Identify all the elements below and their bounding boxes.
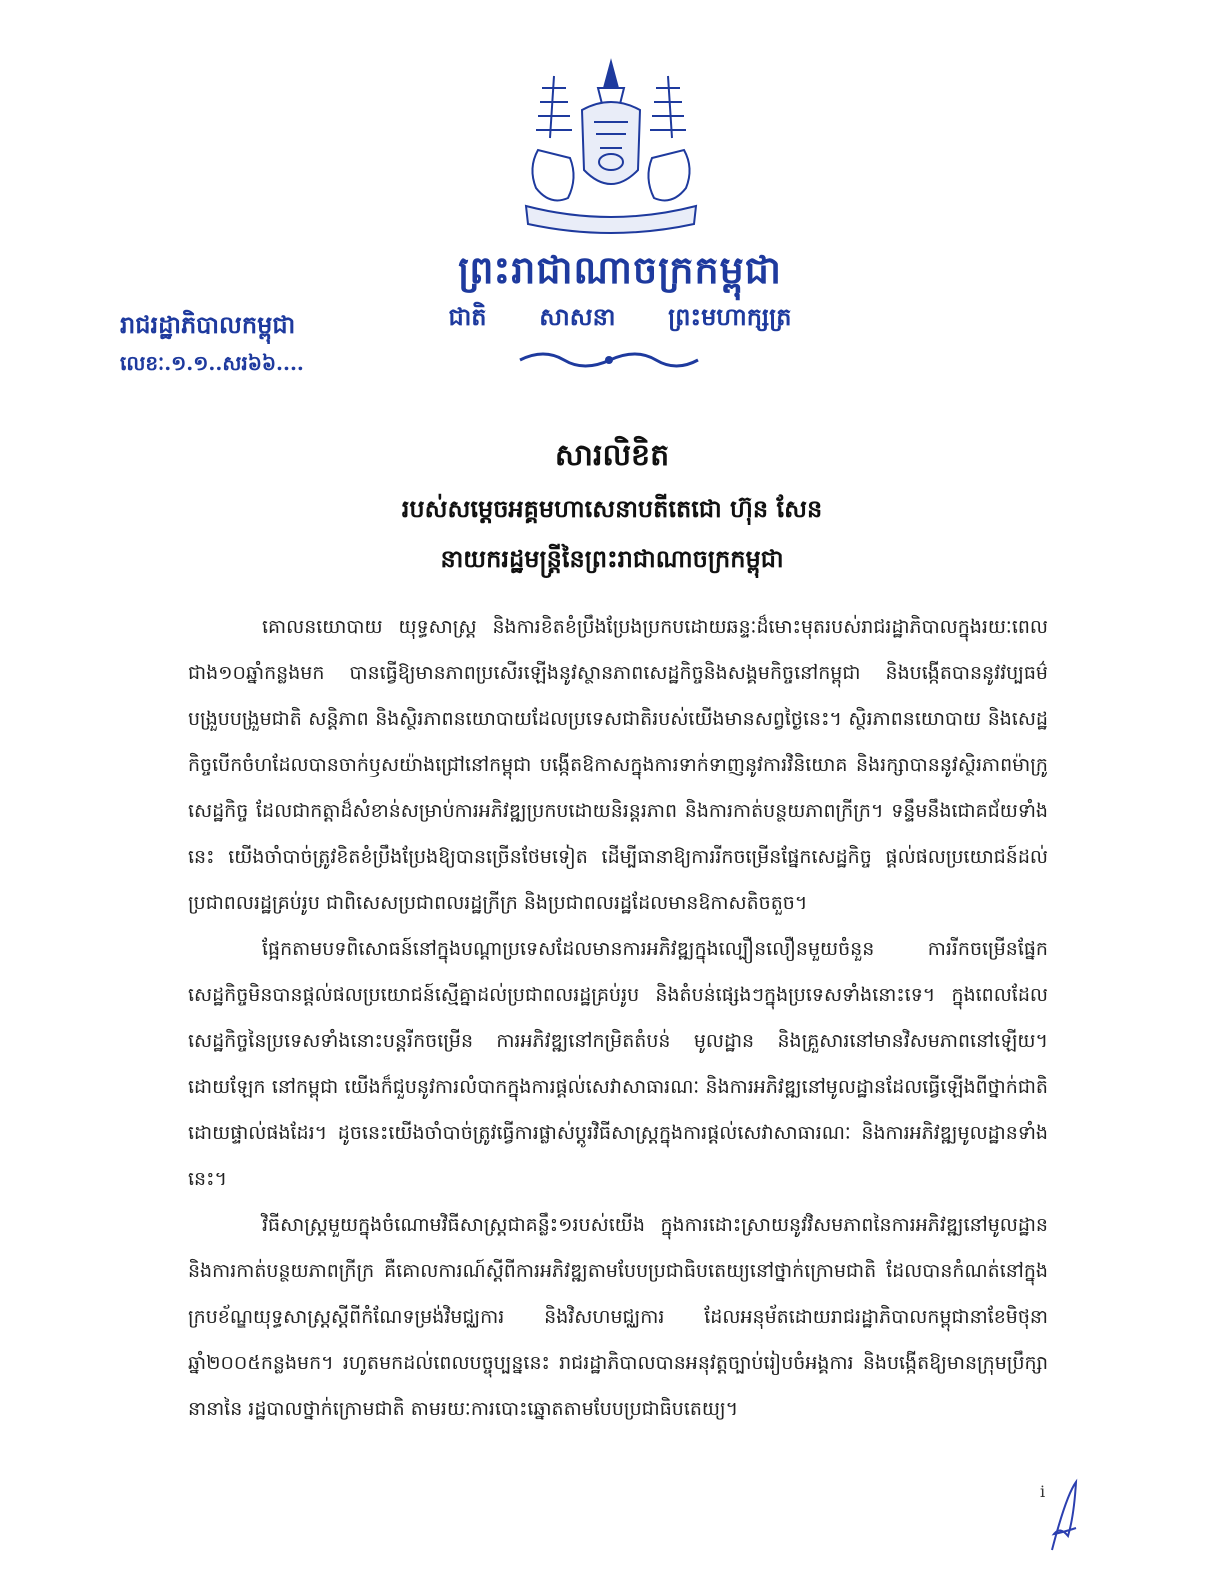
letter-body [188, 604, 1048, 1432]
issuing-authority: រាជរដ្ឋាភិបាលកម្ពុជា [120, 310, 296, 339]
paragraph: វិធីសាស្ត្រមួយក្នុងចំណោមវិធីសាស្ត្រជាគន្លឹះ១របស់យើង ក្នុងការដោះស្រាយនូវវិសមភាពនៃការអភិវឌ្ឍនៅមូលដ្ឋាន និងការកាត់បន្ថយភាពក្រីក្រ គឺគោលការណ៍ស្តីពីការអភិវឌ្ឍតាមបែបប្រជាធិបតេយ្យនៅថ្នាក់ក្រោមជាតិ ដែលបានកំណត់នៅក្នុងក្របខ័ណ្ឌយុទ្ធសាស្ត្រស្តីពីកំណែទម្រង់វិមជ្ឈការ និងវិសហមជ្ឈការ ដែលអនុម័តដោយរាជរដ្ឋាភិបាលកម្ពុជានាខែមិថុនា ឆ្នាំ២០០៥កន្លងមក។ រហូតមកដល់ពេលបច្ចុប្បន្ននេះ រាជរដ្ឋាភិបាលបានអនុវត្តច្បាប់រៀបចំអង្គការ និងបង្កើតឱ្យមានក្រុមប្រឹក្សានានានៃ រដ្ឋបាលថ្នាក់ក្រោមជាតិ តាមរយៈការបោះឆ្នោតតាមបែបប្រជាធិបតេយ្យ។ [188, 1214, 1048, 1420]
page-number: i [1040, 1482, 1046, 1501]
reference-number: លេខៈ.១.១..សរ៦៦.... [120, 351, 304, 375]
paragraph: ផ្អែកតាមបទពិសោធន៍នៅក្នុងបណ្តាប្រទេសដែលមានការអភិវឌ្ឍក្នុងល្បឿនលឿនមួយចំនួន ការរីកចម្រើនផ្នែកសេដ្ឋកិច្ចមិនបានផ្តល់ផលប្រយោជន៍ស្មើគ្នាដល់ប្រជាពលរដ្ឋគ្រប់រូប និងតំបន់ផ្សេងៗក្នុងប្រទេសទាំងនោះទេ។ ក្នុងពេលដែលសេដ្ឋកិច្ចនៃប្រទេសទាំងនោះបន្តរីកចម្រើន ការអភិវឌ្ឍនៅកម្រិតតំបន់ មូលដ្ឋាន និងគ្រួសារនៅមានវិសមភាពនៅឡើយ។ ដោយឡែក នៅកម្ពុជា យើងក៏ជួបនូវការលំបាកក្នុងការផ្តល់សេវាសាធារណៈ និងការអភិវឌ្ឍនៅមូលដ្ឋានដែលធ្វើឡើងពីថ្នាក់ជាតិដោយផ្ទាល់ផងដែរ។ ដូចនេះយើងចាំបាច់ត្រូវធ្វើការផ្លាស់ប្តូរវិធីសាស្ត្រក្នុងការផ្តល់សេវាសាធារណៈ និងការអភិវឌ្ឍមូលដ្ឋានទាំងនេះ។ [188, 938, 1048, 1190]
document-subtitle: របស់សម្តេចអគ្គមហាសេនាបតីតេជោ ហ៊ុន សែន [401, 494, 823, 523]
document-subtitle-2: នាយករដ្ឋមន្ត្រីនៃព្រះរាជាណាចក្រកម្ពុជា [440, 544, 784, 573]
document-title: សារលិខិត [554, 438, 670, 473]
national-motto: ជាតិ សាសនា ព្រះមហាក្សត្រ [448, 302, 792, 331]
royal-coat-of-arms-emblem [498, 58, 724, 240]
ornamental-divider [514, 346, 704, 372]
kingdom-title: ព្រះរាជាណាចក្រកម្ពុជា [458, 247, 782, 292]
paragraph: គោលនយោបាយ យុទ្ធសាស្ត្រ និងការខិតខំប្រឹងប្រែងប្រកបដោយឆន្ទៈដ៏មោះមុតរបស់រាជរដ្ឋាភិបាលក្នុងរយៈពេលជាង១០ឆ្នាំកន្លងមក បានធ្វើឱ្យមានភាពប្រសើរឡើងនូវស្ថានភាពសេដ្ឋកិច្ចនិងសង្គមកិច្ចនៅកម្ពុជា និងបង្កើតបាននូវវប្បធម៌បង្រួបបង្រួមជាតិ សន្តិភាព និងស្ថិរភាពនយោបាយដែលប្រទេសជាតិរបស់យើងមានសព្វថ្ងៃនេះ។ ស្ថិរភាពនយោបាយ និងសេដ្ឋកិច្ចបើកចំហដែលបានចាក់ឫសយ៉ាងជ្រៅនៅកម្ពុជា បង្កើតឱកាសក្នុងការទាក់ទាញនូវការវិនិយោគ និងរក្សាបាននូវស្ថិរភាពម៉ាក្រូសេដ្ឋកិច្ច ដែលជាកត្តាដ៏សំខាន់សម្រាប់ការអភិវឌ្ឍប្រកបដោយនិរន្តរភាព និងការកាត់បន្ថយភាពក្រីក្រ។ ទន្ទឹមនឹងជោគជ័យទាំងនេះ យើងចាំបាច់ត្រូវខិតខំប្រឹងប្រែងឱ្យបានច្រើនថែមទៀត ដើម្បីធានាឱ្យការរីកចម្រើនផ្នែកសេដ្ឋកិច្ច ផ្តល់ផលប្រយោជន៍ដល់ប្រជាពលរដ្ឋគ្រប់រូប ជាពិសេសប្រជាពលរដ្ឋក្រីក្រ និងប្រជាពលរដ្ឋដែលមានឱកាសតិចតួច។ [188, 616, 1048, 914]
handwritten-initial [1046, 1476, 1082, 1556]
